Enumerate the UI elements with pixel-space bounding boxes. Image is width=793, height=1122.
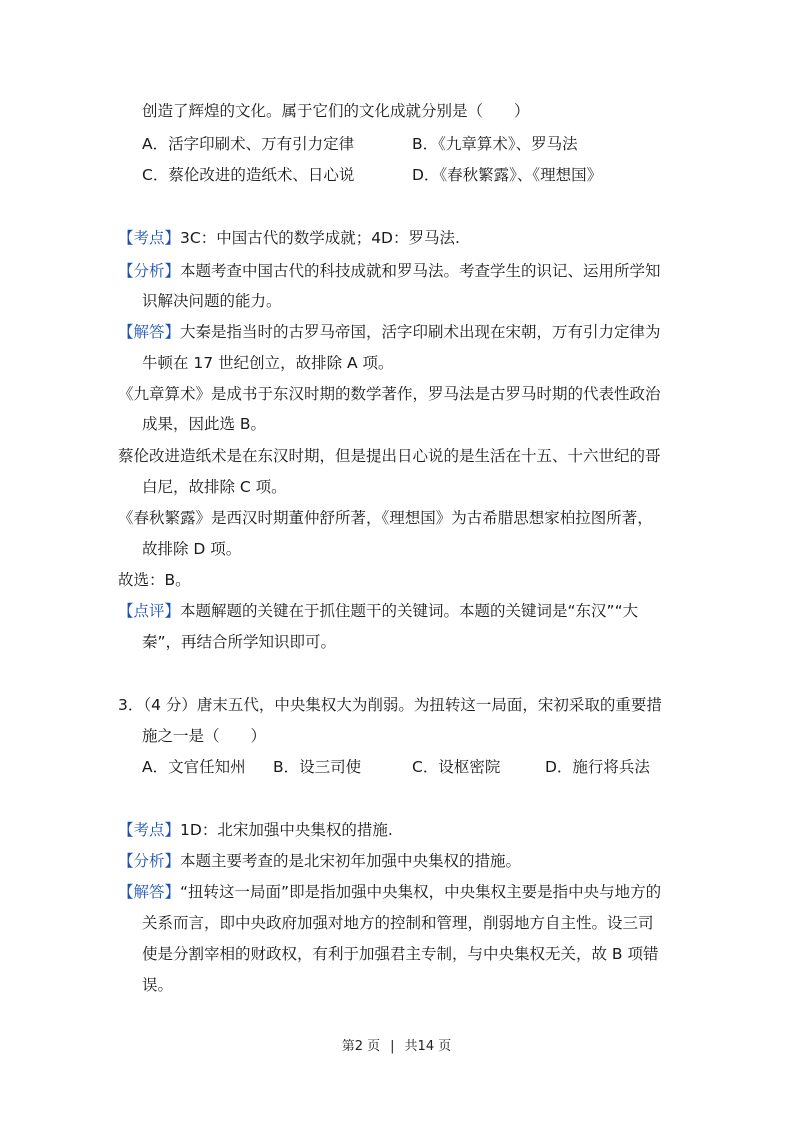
page-footer (0, 1038, 793, 1056)
question-stem: 创造了辉煌的文化。属于它们的文化成就分别是（ ） (142, 102, 530, 120)
option-b: B．设三司使 (273, 758, 362, 776)
jieda-tag: 【解答】 (118, 883, 181, 901)
answer-line: 故选：B。 (118, 571, 191, 589)
option-d: D．《春秋繁露》、《理想国》 (412, 166, 603, 184)
option-a: A．活字印刷术、万有引力定律 (142, 135, 355, 153)
kaodian-line (118, 820, 393, 840)
fenxi-tag: 【分析】 (118, 852, 181, 870)
page-total: 共14 页 (404, 1039, 452, 1054)
fenxi-text: 本题主要考查的是北宋初年加强中央集权的措施。 (180, 852, 522, 870)
jieda-text: 白尼，故排除 C 项。 (142, 478, 287, 496)
jieda-text: 蔡伦改进造纸术是在东汉时期，但是提出日心说的是生活在十五、十六世纪的哥 (118, 447, 661, 465)
jieda-text: 牛顿在 17 世纪创立，故排除 A 项。 (142, 354, 394, 372)
kaodian-tag: 【考点】 (118, 821, 181, 839)
option-a: A．文官任知州 (142, 758, 246, 776)
fenxi-line (118, 261, 661, 281)
dianping-text: 秦”，再结合所学知识即可。 (142, 633, 337, 651)
fenxi-text: 本题考查中国古代的科技成就和罗马法。考查学生的识记、运用所学知 (180, 262, 661, 280)
fenxi-line (118, 851, 521, 871)
jieda-text: “扭转这一局面”即是指加强中央集权，中央集权主要是指中央与地方的 (180, 883, 662, 901)
jieda-text: 《春秋繁露》是西汉时期董仲舒所著，《理想国》为古希腊思想家柏拉图所著， (118, 509, 653, 527)
question-stem: 施之一是（ ） (142, 727, 267, 745)
option-b: B．《九章算术》、罗马法 (412, 135, 578, 153)
jieda-line (118, 882, 661, 902)
jieda-text: 《九章算术》是成书于东汉时期的数学著作，罗马法是古罗马时期的代表性政治 (118, 385, 661, 403)
option-c: C．蔡伦改进的造纸术、日心说 (142, 166, 355, 184)
dianping-text: 本题解题的关键在于抓住题干的关键词。本题的关键词是“东汉”“大 (180, 602, 639, 620)
jieda-text: 大秦是指当时的古罗马帝国，活字印刷术出现在宋朝，万有引力定律为 (180, 323, 661, 341)
jieda-tag: 【解答】 (118, 323, 181, 341)
kaodian-tag: 【考点】 (118, 229, 181, 247)
page-number: 第2 页 (341, 1039, 381, 1054)
kaodian-text: 3C：中国古代的数学成就；4D：罗马法. (180, 229, 460, 247)
jieda-text: 误。 (142, 976, 174, 994)
question-stem: 3．（4 分）唐末五代，中央集权大为削弱。为扭转这一局面，宋初采取的重要措 (118, 696, 662, 714)
footer-separator: | (390, 1039, 395, 1054)
kaodian-line (118, 228, 460, 248)
jieda-text: 故排除 D 项。 (142, 540, 242, 558)
fenxi-tag: 【分析】 (118, 262, 181, 280)
kaodian-text: 1D：北宋加强中央集权的措施. (180, 821, 393, 839)
option-c: C．设枢密院 (412, 758, 501, 776)
dianping-line (118, 601, 638, 621)
jieda-text: 关系而言，即中央政府加强对地方的控制和管理，削弱地方自主性。设三司 (142, 914, 654, 932)
dianping-tag: 【点评】 (118, 602, 181, 620)
option-d: D．施行将兵法 (545, 758, 650, 776)
jieda-line (118, 322, 661, 342)
jieda-text: 使是分割宰相的财政权，有利于加强君主专制，与中央集权无关，故 B 项错 (142, 945, 659, 963)
jieda-text: 成果，因此选 B。 (142, 415, 267, 433)
fenxi-text: 识解决问题的能力。 (142, 292, 282, 310)
